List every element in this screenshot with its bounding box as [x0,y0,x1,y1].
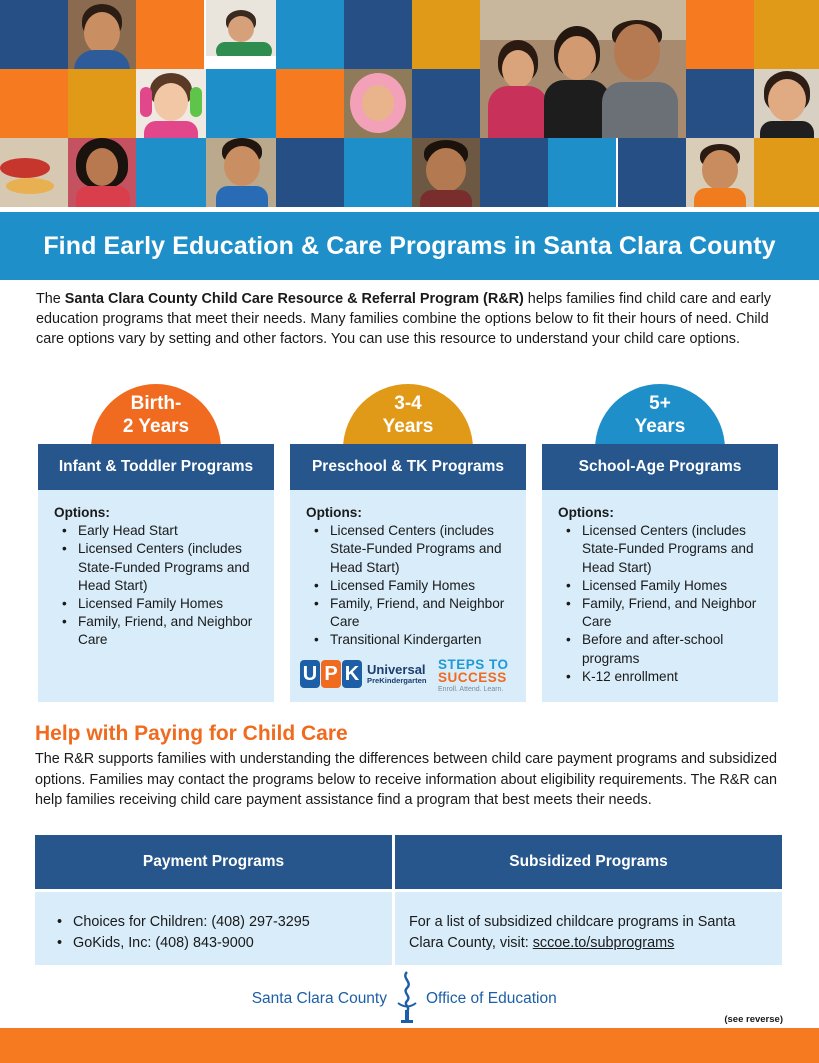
mosaic-tile [480,138,548,207]
program-heading: Preschool & TK Programs [290,444,526,490]
section-title: Help with Paying for Child Care [35,722,348,745]
child-photo [754,69,819,138]
mosaic-tile [618,138,686,207]
upk-logo [300,660,427,688]
upk-letter: U [300,660,320,688]
intro-lead: The [36,291,65,307]
intro-text: helps families find child care and early education programs that meet their needs. Many families combine the options below to fit their hours of need. Child care options vary by setting and other factors. You can use this resource to understand your child care options. [36,291,771,347]
child-photo [344,69,412,138]
classroom-photo [480,0,686,138]
list-item: • Early Head Start [54,522,274,540]
list-item: • Licensed Centers (includes State-Funded Programs and Head Start) [558,522,778,577]
steps-tagline: Enroll. Attend. Learn. [438,686,504,693]
options-list [306,522,526,649]
mosaic-tile [754,0,819,69]
partner-logos [300,656,515,696]
age-badge-line2: Years [634,416,686,437]
mosaic-tile [68,69,136,138]
list-item: • Family, Friend, and Neighbor Care [54,613,274,649]
child-photo [136,69,206,138]
upk-letter: K [342,660,362,688]
list-item: • Before and after-school programs [558,631,778,667]
photo-mosaic-header [0,0,819,207]
mosaic-tile [344,0,412,69]
upk-subtitle: PreKindergarten [367,676,427,685]
mosaic-tile [0,0,68,69]
org-name-left: Santa Clara County [251,990,387,1007]
mosaic-tile [0,69,68,138]
steps-line1: STEPS TO [438,657,509,672]
table-heading: Subsidized Programs [395,835,782,889]
child-photo [686,138,754,207]
list-item: • Family, Friend, and Neighbor Care [306,595,526,631]
list-item: • K-12 enrollment [558,668,778,686]
intro-org-name: Santa Clara County Child Care Resource & Referral Program (R&R) [64,291,524,307]
program-options [38,490,274,702]
list-item: • Licensed Centers (includes State-Funded Programs and Head Start) [306,522,526,577]
payment-programs-table [35,835,392,965]
list-item: • Transitional Kindergarten [306,631,526,649]
mosaic-tile [276,0,344,69]
list-item: • Licensed Family Homes [558,577,778,595]
mosaic-tile [686,0,754,69]
mosaic-tile [686,69,754,138]
intro-paragraph [36,289,786,349]
upk-name: Universal [367,662,426,677]
list-item: • Licensed Centers (includes State-Funded Programs and Head Start) [54,540,274,595]
options-list [558,522,778,686]
torch-icon [393,970,421,1024]
mosaic-tile [412,0,480,69]
program-options [290,490,526,702]
see-reverse-note: (see reverse) [724,1014,783,1025]
mosaic-tile [344,138,412,207]
mosaic-tile [548,138,616,207]
title-banner [0,212,819,280]
program-options [542,490,778,702]
upk-letter: P [321,660,341,688]
child-photo [412,138,480,207]
options-label: Options: [306,505,362,520]
child-photo [206,0,276,69]
mosaic-tile [276,69,344,138]
subsidized-programs-table [395,835,782,965]
list-item: • GoKids, Inc: (408) 843-9000 [49,933,380,954]
options-label: Options: [54,505,110,520]
mosaic-tile [412,69,480,138]
age-badge-line2: Years [382,416,434,437]
list-item: • Licensed Family Homes [306,577,526,595]
age-badge-line1: Birth- [130,393,182,414]
steps-line2: SUCCESS [438,670,507,685]
section-paragraph: The R&R supports families with understanding the differences between child care payment programs and subsidized options. Families may contact the programs below to receive information about eligibility requirements. The R&R can help families receiving child care payment assistance find a program that best meets their needs. [35,751,778,808]
mosaic-tile [136,138,206,207]
program-heading: School-Age Programs [542,444,778,490]
age-badge-line2: 2 Years [122,416,190,437]
org-logo-lockup [0,968,819,1024]
list-item: • Family, Friend, and Neighbor Care [558,595,778,631]
age-badge-line1: 5+ [649,393,671,414]
child-photo [206,138,276,207]
steps-to-success-logo [438,658,509,694]
footer-bar [0,1028,819,1063]
mosaic-tile [206,69,276,138]
table-body [35,892,392,965]
options-list [54,522,274,649]
list-item: • Choices for Children: (408) 297-3295 [49,912,380,933]
org-name-right: Office of Education [426,990,557,1007]
program-heading: Infant & Toddler Programs [38,444,274,490]
child-photo [68,0,136,69]
mosaic-tile [276,138,344,207]
age-badge-line1: 3-4 [394,393,422,414]
options-label: Options: [558,505,614,520]
list-item: • Licensed Family Homes [54,595,274,613]
mosaic-tile [754,138,819,207]
contact-list [49,912,380,953]
mosaic-tile [136,0,204,69]
subprograms-link[interactable]: sccoe.to/subprograms [532,934,675,951]
food-photo [0,138,68,207]
table-body [395,892,782,965]
child-photo [68,138,136,207]
table-heading: Payment Programs [35,835,392,889]
page-title: Find Early Education & Care Programs in Santa Clara County [43,231,776,260]
table-text: For a list of subsidized childcare programs in Santa Clara County, visit: [409,914,736,951]
